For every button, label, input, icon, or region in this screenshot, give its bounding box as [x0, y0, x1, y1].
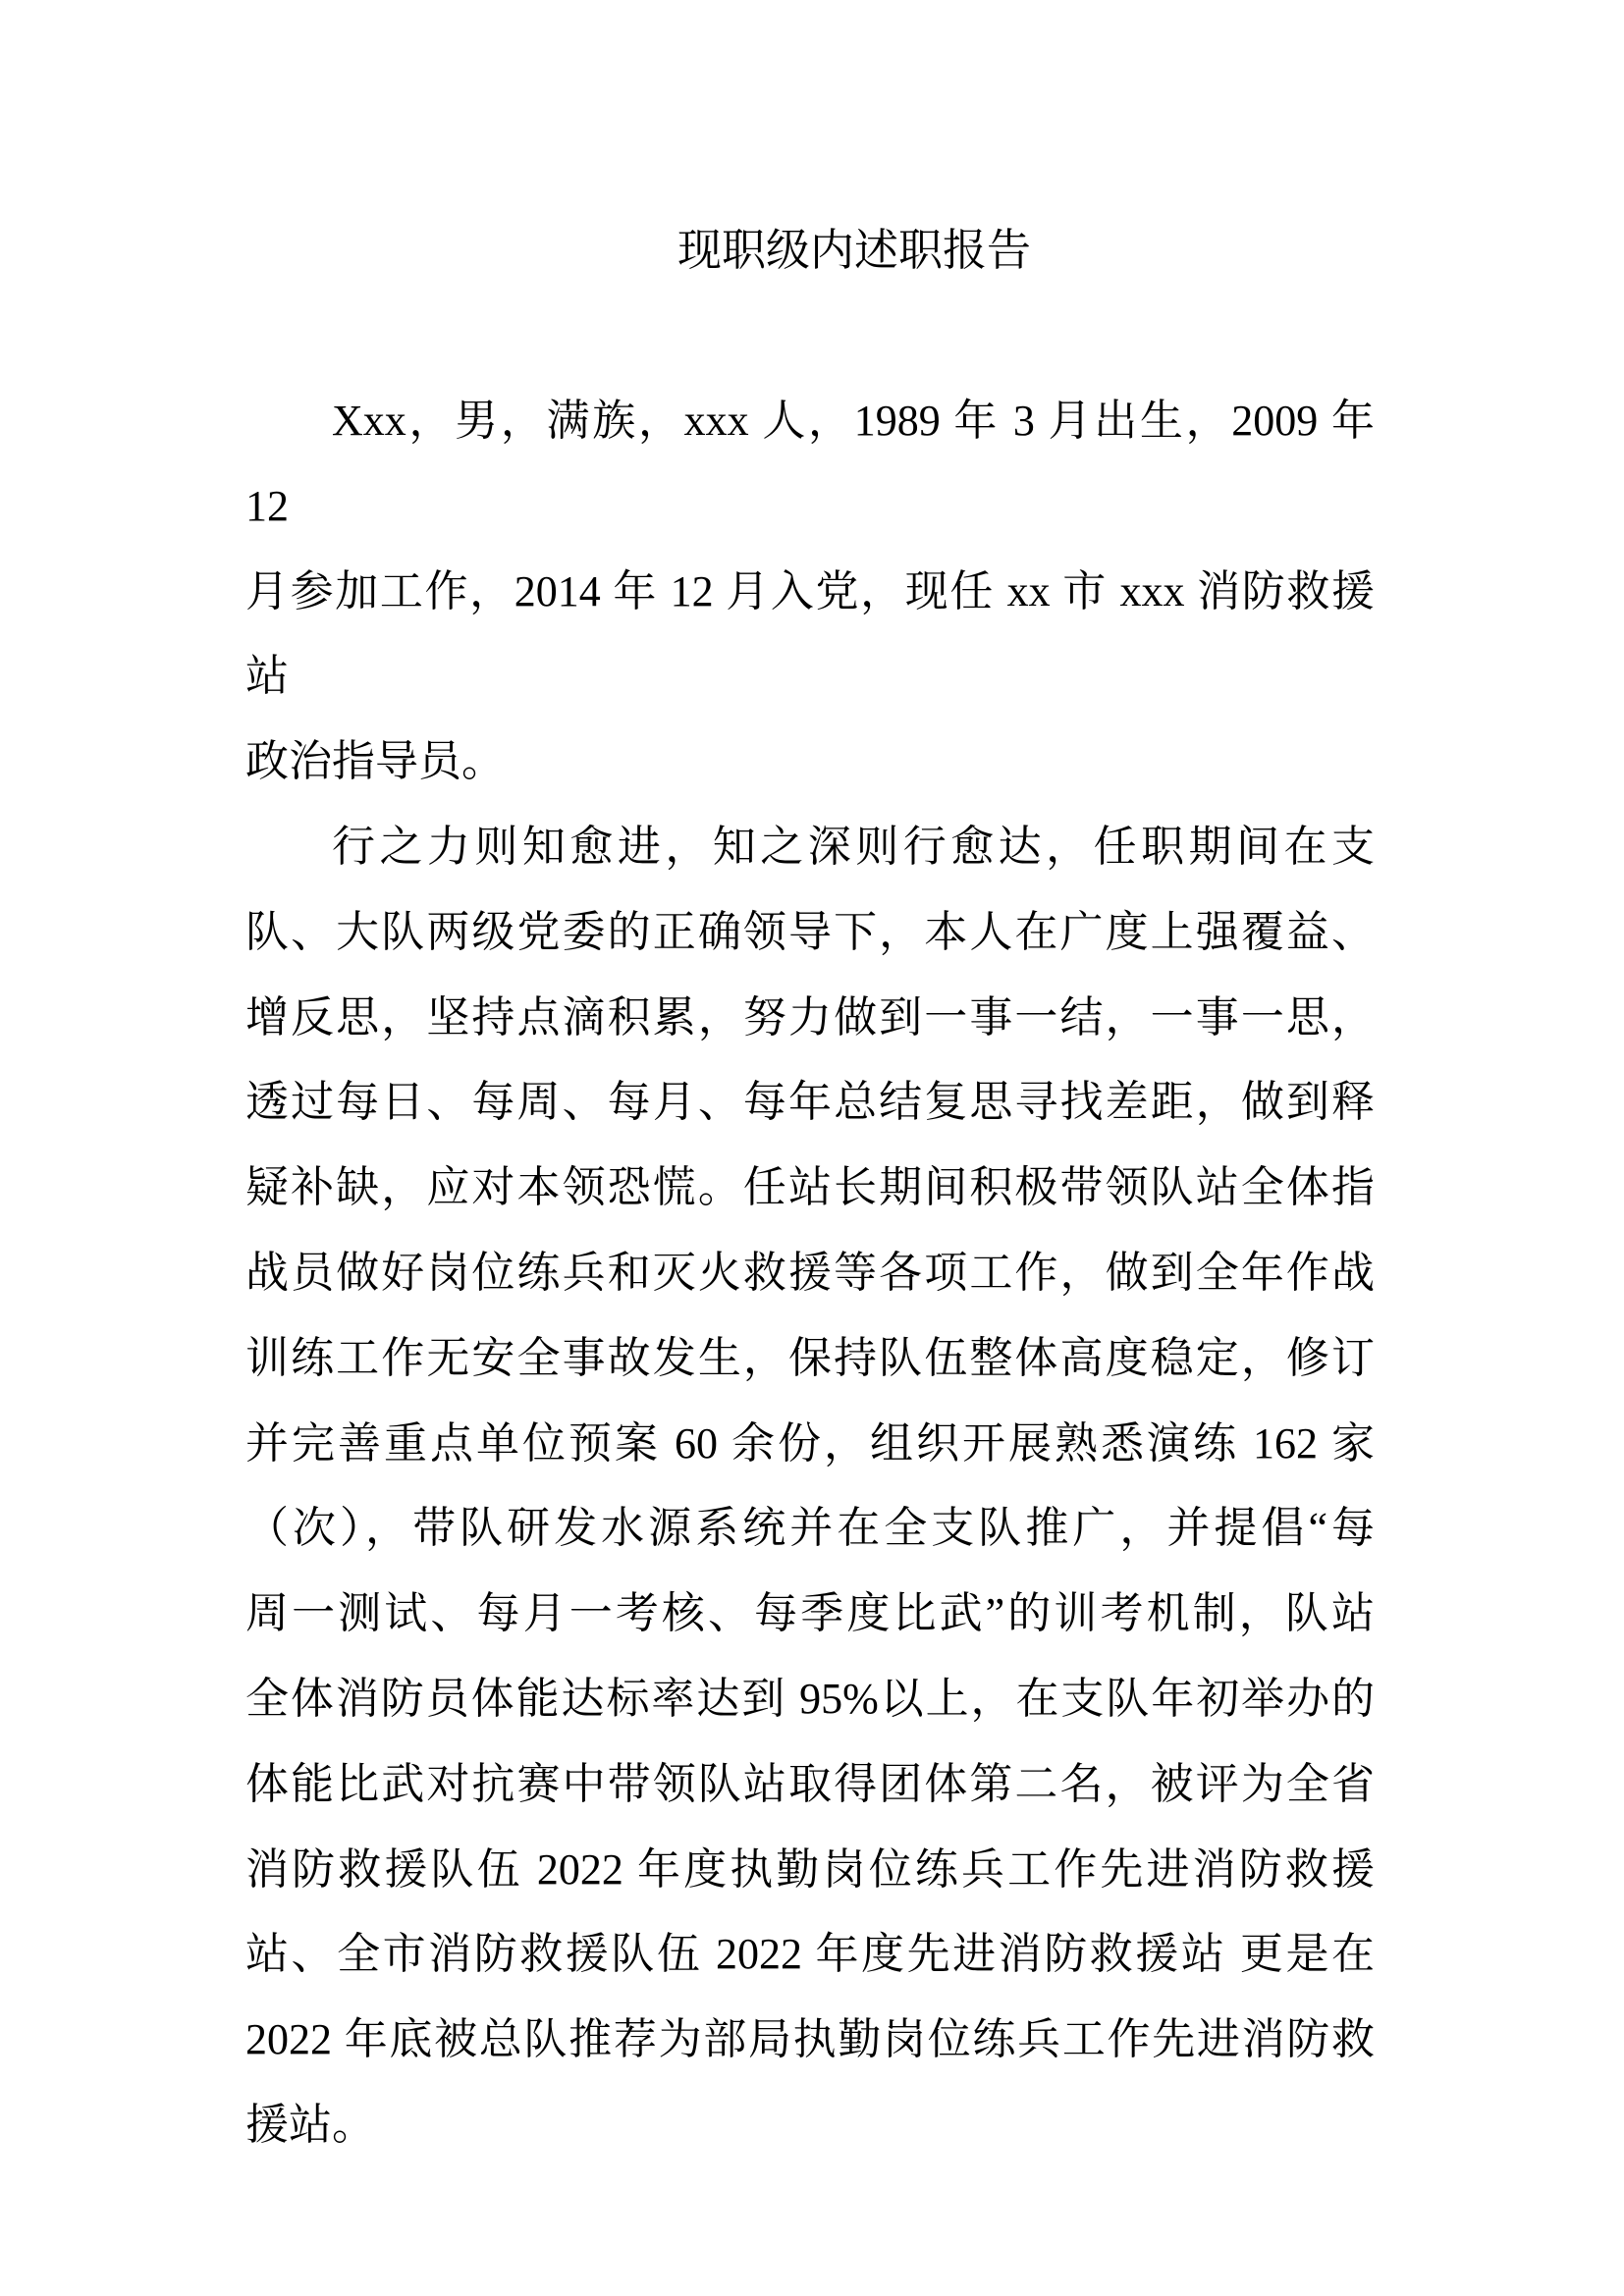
text-line: Xxx，男，满族，xxx 人，1989 年 3 月出生，2009 年 12 — [245, 397, 1375, 530]
text-line: 2022 年底被总队推荐为部局执勤岗位练兵工作先进消防救 — [245, 2015, 1375, 2064]
document-body — [245, 379, 1375, 2168]
text-line: 疑补缺，应对本领恐慌。任站长期间积极带领队站全体指 — [245, 1163, 1375, 1212]
text-line: 体能比武对抗赛中带领队站取得团体第二名，被评为全省 — [245, 1759, 1375, 1808]
text-line: 援站。 — [245, 2100, 375, 2149]
text-line: 行之力则知愈进，知之深则行愈达，任职期间在支 — [332, 822, 1375, 871]
text-line: 全体消防员体能达标率达到 95%以上，在支队年初举办的 — [245, 1674, 1375, 1723]
text-line: 战员做好岗位练兵和灭火救援等各项工作，做到全年作战 — [245, 1248, 1375, 1297]
text-line: 并完善重点单位预案 60 余份，组织开展熟悉演练 162 家 — [245, 1418, 1375, 1468]
text-line: 队、大队两级党委的正确领导下，本人在广度上强覆益、 — [245, 907, 1375, 956]
document-title: 现职级内述职报告 — [677, 226, 1031, 275]
text-line: 消防救援队伍 2022 年度执勤岗位练兵工作先进消防救援 — [245, 1844, 1375, 1894]
text-line: 训练工作无安全事故发生，保持队伍整体高度稳定，修订 — [245, 1333, 1375, 1382]
title-body-gap — [245, 294, 1375, 379]
text-line: （次），带队研发水源系统并在全支队推广，并提倡“每 — [245, 1504, 1375, 1553]
text-line: 透过每日、每周、每月、每年总结复思寻找差距，做到释 — [245, 1078, 1375, 1127]
text-line: 站、全市消防救援队伍 2022 年度先进消防救援站 更是在 — [245, 1930, 1375, 1979]
text-line: 周一测试、每月一考核、每季度比武”的训考机制，队站 — [245, 1589, 1375, 1638]
text-line: 月参加工作，2014 年 12 月入党，现任 xx 市 xxx 消防救援站 — [245, 566, 1375, 701]
document-content — [245, 0, 1375, 2168]
text-line: 增反思，坚持点滴积累，努力做到一事一结，一事一思， — [245, 992, 1375, 1041]
text-line: 政治指导员。 — [245, 737, 505, 786]
